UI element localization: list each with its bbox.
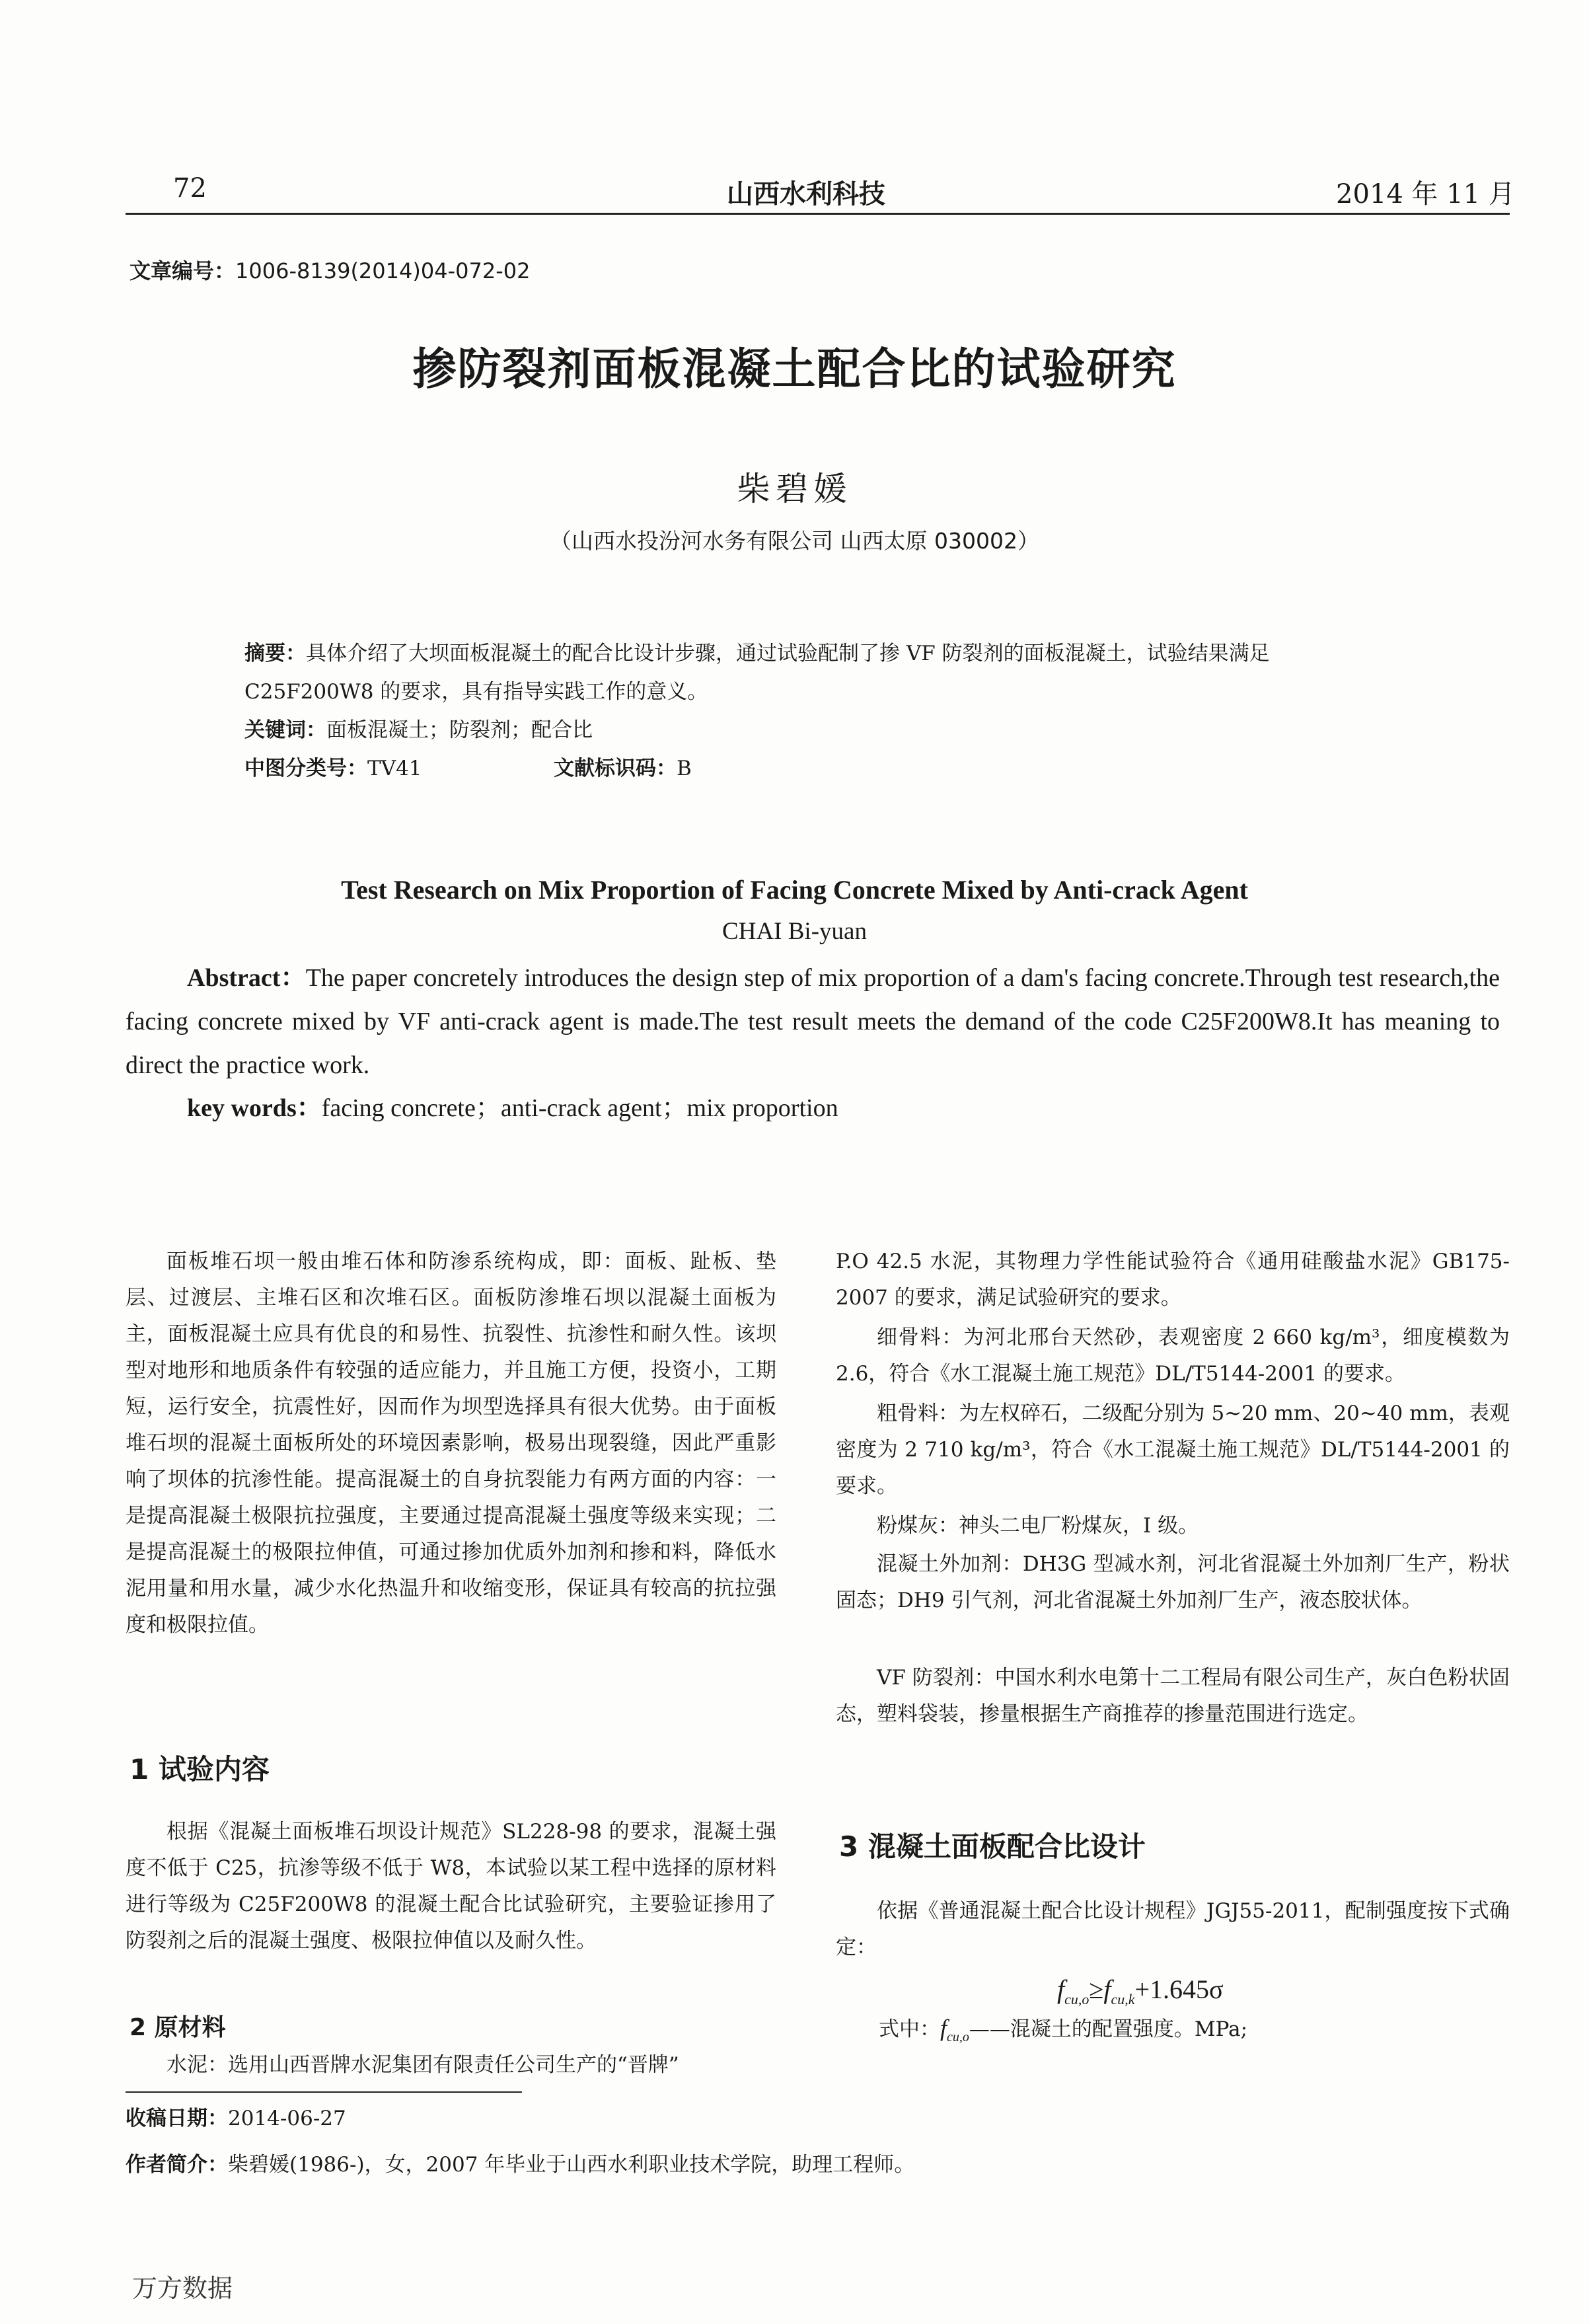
english-author: CHAI Bi-yuan [722,918,867,945]
watermark: 万方数据 [132,2274,233,2303]
footnote-rule [126,2091,522,2093]
author-bio: 作者简介：柴碧媛(1986-)，女，2007 年毕业于山西水利职业技术学院，助理工程师。 [126,2153,915,2177]
section-1-heading: 1 试验内容 [129,1753,270,1785]
formula-definition: 式中：$f_{cu,o}——$混凝土的配置强度。MPa; [879,2015,1248,2045]
author-affiliation: （山西水投汾河水务有限公司 山西太原 030002） [550,528,1039,554]
abstract-cn: 摘要：具体介绍了大坝面板混凝土的配合比设计步骤，通过试验配制了掺 VF 防裂剂的面板混凝土，试验结果满足 [244,642,1270,665]
issue-date: 2014 年 11 月 [1336,179,1515,209]
section-1-text: 根据《混凝土面板堆石坝设计规范》SL228-98 的要求，混凝土强度不低于 C25，抗渗等级不低于 W8，本试验以某工程中选择的原材料进行等级为 C25F200W8 的混凝土配合比试验研究，主要验证掺用了防裂剂之后的混凝土强度、极限拉伸值以及耐久性。 [126,1820,776,1953]
document-code: 文献标识码：B [554,757,692,780]
abstract-cn-cont: C25F200W8 的要求，具有指导实践工作的意义。 [244,680,708,704]
author-name: 柴碧媛 [737,470,852,508]
english-title: Test Research on Mix Proportion of Facing Concrete Mixed by Anti-crack Agent [341,875,1248,905]
paper-title: 掺防裂剂面板混凝土配合比的试验研究 [412,344,1177,394]
page-number: 72 [173,173,207,204]
materials-fly-ash: 粉煤灰：神头二电厂粉煤灰，I 级。 [877,1514,1199,1538]
section-3-heading: 3 混凝土面板配合比设计 [839,1830,1146,1863]
materials-fine-aggregate: 细骨料：为河北邢台天然砂，表观密度 2 660 kg/m³，细度模数为 2.6，符合《水工混凝土施工规范》DL/T5144-2001 的要求。 [836,1326,1510,1386]
section-2-heading: 2 原材料 [129,2014,226,2041]
received-date: 收稿日期：2014-06-27 [126,2107,346,2130]
strength-formula: $f_{cu,o}\ge f_{cu,k}+1.645\sigma$ [1057,1974,1224,2007]
journal-name: 山西水利科技 [727,179,885,209]
english-abstract: Abstract：The paper concretely introduces the design step of mix proportion of a dam's facing concrete.Through test research,the facing concrete mixed by VF anti-crack agent is made.The test result meets the demand of the code C25F200W8.It has meaning to direct the practice work. [126,964,1500,1079]
intro-paragraph: 面板堆石坝一般由堆石体和防渗系统构成，即：面板、趾板、垫层、过渡层、主堆石区和次堆石区。面板防渗堆石坝以混凝土面板为主，面板混凝土应具有优良的和易性、抗裂性、抗渗性和耐久性。该坝型对地形和地质条件有较强的适应能力，并且施工方便，投资小，工期短，运行安全，抗震性好，因而作为坝型选择具有很大优势。由于面板堆石坝的混凝土面板所处的环境因素影响，极易出现裂缝，因此严重影响了坝体的抗渗性能。提高混凝土的自身抗裂能力有两方面的内容：一是提高混凝土极限抗拉强度，主要通过提高混凝土强度等级来实现；二是提高混凝土的极限拉伸值，可通过掺加优质外加剂和掺和料，降低水泥用量和用水量，减少水化热温升和收缩变形，保证具有较高的抗拉强度和极限拉值。 [126,1250,776,1637]
classification-number: 中图分类号：TV41 [244,757,422,780]
english-keywords: key words：facing concrete；anti-crack agent；mix proportion [187,1094,838,1122]
section-3-text: 依据《普通混凝土配合比设计规程》JGJ55-2011，配制强度按下式确定： [836,1899,1510,1959]
materials-anti-crack-agent: VF 防裂剂：中国水利水电第十二工程局有限公司生产，灰白色粉状固态，塑料袋装，掺量根据生产商推荐的掺量范围进行选定。 [836,1666,1510,1726]
materials-admixture: 混凝土外加剂：DH3G 型减水剂，河北省混凝土外加剂厂生产，粉状固态；DH9 引气剂，河北省混凝土外加剂厂生产，液态胶状体。 [836,1552,1510,1612]
header-rule [126,213,1510,215]
materials-cement-cont: P.O 42.5 水泥，其物理力学性能试验符合《通用硅酸盐水泥》GB175-2007 的要求，满足试验研究的要求。 [836,1250,1510,1310]
article-number: 文章编号：1006-8139(2014)04-072-02 [129,258,531,283]
materials-coarse-aggregate: 粗骨料：为左权碎石，二级配分别为 5~20 mm、20~40 mm，表观密度为 2 710 kg/m³，符合《水工混凝土施工规范》DL/T5144-2001 的要求。 [836,1402,1510,1498]
keywords-cn: 关键词：面板混凝土；防裂剂；配合比 [244,718,593,742]
section-2-text: 水泥：选用山西晋牌水泥集团有限责任公司生产的“晋牌” [166,2053,679,2077]
